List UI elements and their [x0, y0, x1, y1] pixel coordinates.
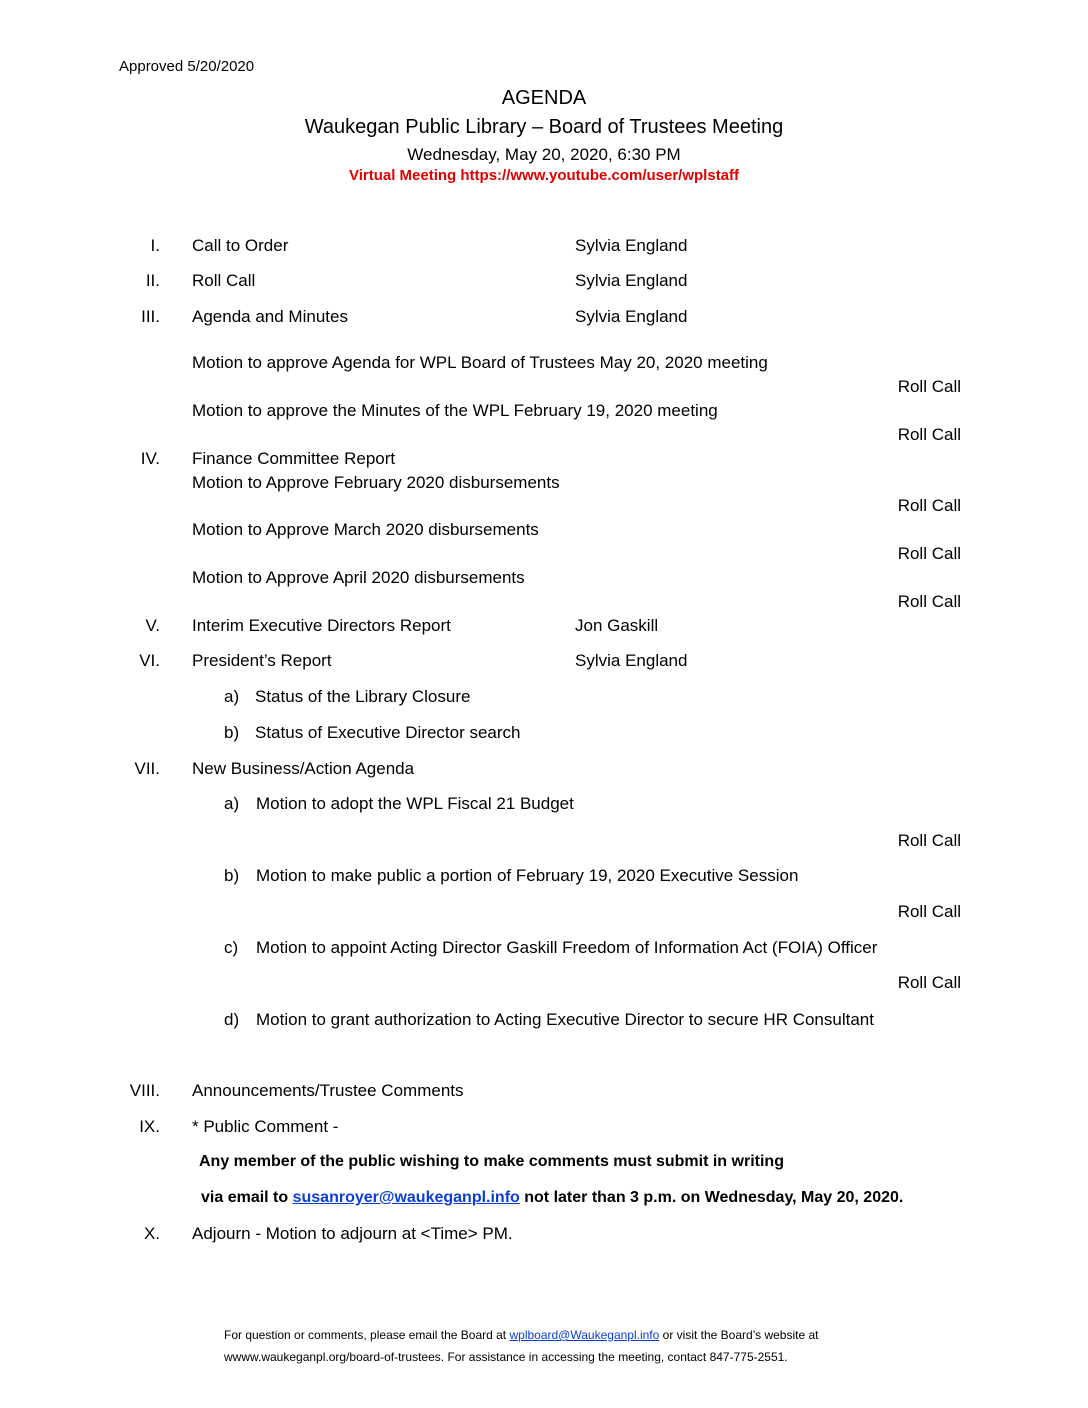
motion-text: Motion to Approve March 2020 disbursements	[192, 520, 539, 539]
item-presenter: Sylvia England	[575, 236, 688, 255]
motion-text: Motion to Approve April 2020 disbursements	[192, 568, 525, 587]
sub-item-text: Motion to adopt the WPL Fiscal 21 Budget	[256, 794, 574, 813]
virtual-meeting-url[interactable]: https://www.youtube.com/user/wplstaff	[460, 167, 740, 184]
public-comment-email-prefix: via email to	[201, 1189, 293, 1206]
item-title: Finance Committee Report	[192, 449, 396, 468]
item-number: V.	[145, 616, 160, 635]
roll-call-label: Roll Call	[897, 377, 961, 396]
meeting-datetime: Wednesday, May 20, 2020, 6:30 PM	[407, 145, 681, 164]
item-number: III.	[141, 307, 160, 326]
item-presenter: Sylvia England	[575, 651, 688, 670]
footer-suffix: or visit the Board’s website at	[659, 1328, 819, 1342]
sub-item-label: a)	[224, 687, 240, 706]
roll-call-label: Roll Call	[897, 831, 961, 850]
motion-text: Motion to approve the Minutes of the WPL February 19, 2020 meeting	[192, 401, 718, 420]
item-title: Interim Executive Directors Report	[192, 616, 451, 635]
roll-call-label: Roll Call	[897, 425, 961, 444]
item-title: Roll Call	[192, 271, 256, 290]
footer-email-link[interactable]: wplboard@Waukeganpl.info	[509, 1328, 660, 1342]
item-number: VIII.	[129, 1081, 160, 1100]
public-comment-email-suffix: not later than 3 p.m. on Wednesday, May 20, 2020.	[519, 1189, 904, 1206]
roll-call-label: Roll Call	[897, 902, 961, 921]
item-number: IX.	[139, 1117, 160, 1136]
item-title: Adjourn - Motion to adjourn at <Time> PM.	[192, 1224, 513, 1243]
roll-call-label: Roll Call	[897, 544, 961, 563]
item-title: Agenda and Minutes	[192, 307, 348, 326]
footer-line-1	[224, 1327, 819, 1343]
sub-item-label: d)	[224, 1010, 240, 1029]
sub-item-label: a)	[224, 794, 240, 813]
item-presenter: Sylvia England	[575, 271, 688, 290]
motion-text: Motion to Approve February 2020 disbursements	[192, 473, 560, 492]
sub-item-label: c)	[224, 938, 239, 957]
sub-item-label: b)	[224, 723, 240, 742]
item-number: X.	[143, 1224, 160, 1243]
item-presenter: Jon Gaskill	[575, 616, 659, 635]
motion-text: Motion to approve Agenda for WPL Board of Trustees May 20, 2020 meeting	[192, 353, 768, 372]
public-comment-email-link[interactable]: susanroyer@waukeganpl.info	[292, 1189, 520, 1206]
item-title: New Business/Action Agenda	[192, 759, 415, 778]
item-title: Call to Order	[192, 236, 289, 255]
footer-line-2: wwww.waukeganpl.org/board-of-trustees. For assistance in accessing the meeting, contact 847-775-2551.	[224, 1350, 788, 1364]
footer-prefix: For question or comments, please email the Board at	[224, 1328, 510, 1342]
item-number: VII.	[134, 759, 160, 778]
sub-item-text: Motion to appoint Acting Director Gaskill Freedom of Information Act (FOIA) Officer	[256, 938, 878, 957]
sub-item-text: Motion to grant authorization to Acting Executive Director to secure HR Consultant	[256, 1010, 874, 1029]
public-comment-email-line	[201, 1188, 903, 1208]
item-number: I.	[150, 236, 160, 255]
item-number: IV.	[140, 449, 160, 468]
sub-item-text: Motion to make public a portion of February 19, 2020 Executive Session	[256, 866, 799, 885]
item-title: Announcements/Trustee Comments	[192, 1081, 464, 1100]
virtual-meeting-label: Virtual Meeting	[348, 167, 461, 184]
virtual-meeting-line	[0, 166, 1088, 186]
public-comment-note: Any member of the public wishing to make comments must submit in writing	[199, 1153, 784, 1170]
sub-item-label: b)	[224, 866, 240, 885]
item-number: II.	[145, 271, 160, 290]
roll-call-label: Roll Call	[897, 592, 961, 611]
sub-item-text: Status of Executive Director search	[255, 723, 521, 742]
sub-item-text: Status of the Library Closure	[255, 687, 471, 706]
page-title: AGENDA	[501, 87, 587, 109]
item-title: President’s Report	[192, 651, 332, 670]
approved-note: Approved 5/20/2020	[119, 58, 255, 75]
page-subtitle: Waukegan Public Library – Board of Trustees Meeting	[304, 116, 784, 138]
item-number: VI.	[139, 651, 160, 670]
roll-call-label: Roll Call	[897, 973, 961, 992]
item-title: * Public Comment -	[192, 1117, 339, 1136]
roll-call-label: Roll Call	[897, 496, 961, 515]
item-presenter: Sylvia England	[575, 307, 688, 326]
